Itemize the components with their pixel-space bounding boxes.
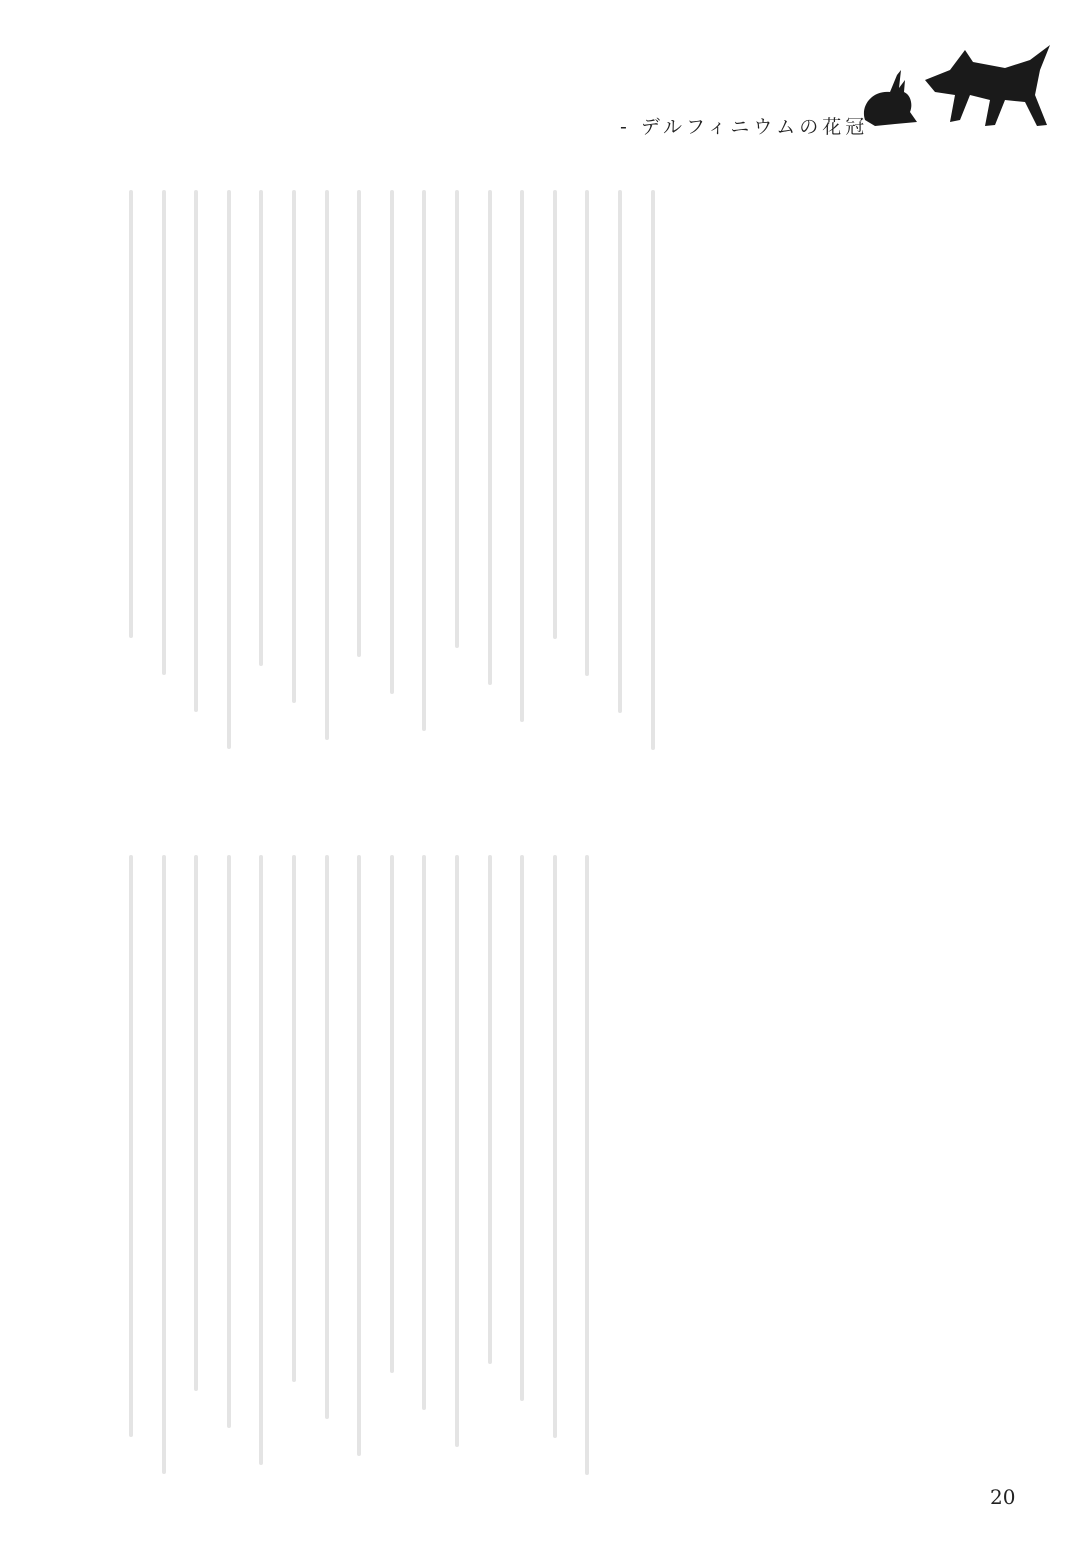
text-column-placeholder — [281, 855, 308, 1475]
text-column-placeholder — [346, 855, 373, 1475]
text-column-placeholder — [281, 190, 308, 750]
text-column-placeholder — [378, 190, 405, 750]
text-column-placeholder — [444, 855, 471, 1475]
text-column-placeholder — [509, 190, 536, 750]
text-column-placeholder — [150, 855, 177, 1475]
text-column-placeholder — [411, 190, 438, 750]
rabbit-and-dog-illustration — [855, 40, 1055, 135]
body-text-top-block — [112, 190, 666, 750]
text-column-placeholder — [574, 855, 601, 1475]
text-column-placeholder — [411, 855, 438, 1475]
text-column-placeholder — [118, 190, 145, 750]
text-column-placeholder — [378, 855, 405, 1475]
text-column-placeholder — [346, 190, 373, 750]
text-column-placeholder — [248, 855, 275, 1475]
text-column-placeholder — [183, 855, 210, 1475]
text-column-placeholder — [639, 190, 666, 750]
text-column-placeholder — [313, 190, 340, 750]
text-column-placeholder — [248, 190, 275, 750]
text-column-placeholder — [183, 190, 210, 750]
text-column-placeholder — [607, 190, 634, 750]
chapter-title: - デルフィニウムの花冠 — [620, 116, 869, 138]
dog-icon — [925, 45, 1050, 126]
text-column-placeholder — [541, 190, 568, 750]
text-column-placeholder — [118, 855, 145, 1475]
rabbit-icon — [864, 70, 917, 126]
text-column-placeholder — [476, 855, 503, 1475]
text-column-placeholder — [541, 855, 568, 1475]
text-column-placeholder — [444, 190, 471, 750]
text-column-placeholder — [150, 190, 177, 750]
text-column-placeholder — [476, 190, 503, 750]
page-number: 20 — [990, 1485, 1016, 1509]
text-column-placeholder — [574, 190, 601, 750]
text-column-placeholder — [215, 190, 242, 750]
text-column-placeholder — [215, 855, 242, 1475]
text-column-placeholder — [509, 855, 536, 1475]
text-column-placeholder — [313, 855, 340, 1475]
body-text-bottom-block — [112, 855, 601, 1475]
